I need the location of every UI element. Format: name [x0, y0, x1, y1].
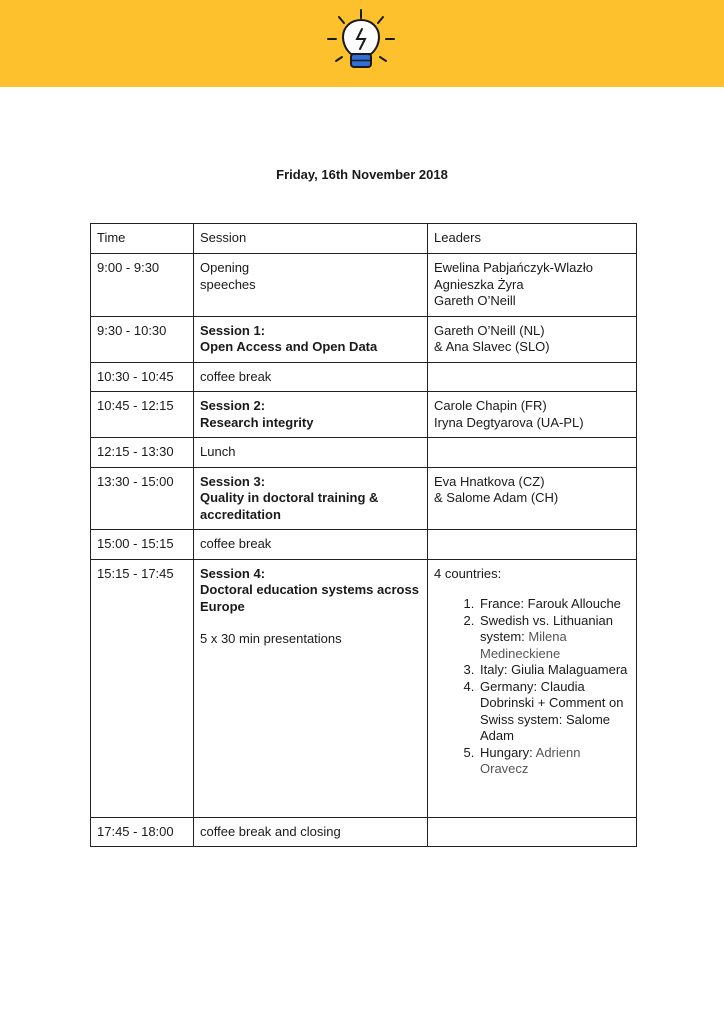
time-cell: 13:30 - 15:00: [91, 467, 194, 530]
leader-name: Gareth O’Neill: [434, 293, 516, 308]
time-cell: 15:15 - 17:45: [91, 559, 194, 817]
table-row: [91, 392, 637, 438]
page-title: Friday, 16th November 2018: [276, 167, 448, 182]
table-row: [91, 438, 637, 468]
lightbulb-icon: [323, 7, 399, 77]
leaders-cell: [428, 254, 637, 317]
leader-name: Iryna Degtyarova (UA-PL): [434, 414, 584, 430]
list-item: 2. Swedish vs. Lithuanian system: Milena Medineckiene: [478, 613, 629, 663]
leader-name: & Salome Adam (CH): [434, 490, 559, 505]
leader-name: Ewelina Pabjańczyk-Wlazło: [434, 260, 593, 275]
time-cell: 17:45 - 18:00: [91, 817, 194, 847]
table-row: [91, 254, 637, 317]
leader-name: Agnieszka Żyra: [434, 276, 524, 292]
leaders-intro: 4 countries:: [434, 565, 502, 581]
session-cell: Lunch: [194, 438, 428, 468]
time-cell: 9:30 - 10:30: [91, 316, 194, 362]
list-item: 1. France: Farouk Allouche: [478, 596, 629, 613]
session-note: 5 x 30 min presentations: [200, 631, 342, 646]
session-cell: coffee break: [194, 362, 428, 392]
leaders-cell: [428, 362, 637, 392]
column-header-session: Session: [194, 224, 428, 254]
session-text: Opening: [200, 260, 250, 275]
session-title: Quality in doctoral training & accreditation: [200, 490, 379, 522]
session-title: Session 3:: [200, 473, 266, 489]
leader-name: Eva Hnatkova (CZ): [434, 473, 545, 489]
session-title: Session 4:: [200, 565, 266, 581]
list-item: 5. Hungary: Adrienn Oravecz: [478, 745, 629, 778]
column-header-leaders: Leaders: [428, 224, 637, 254]
leaders-cell: [428, 467, 637, 530]
table-row: [91, 817, 637, 847]
list-item: 3. Italy: Giulia Malaguamera: [478, 662, 629, 679]
table-row: [91, 316, 637, 362]
session-cell: [194, 392, 428, 438]
leader-name: Carole Chapin (FR): [434, 398, 547, 413]
session-cell: [194, 316, 428, 362]
table-row: [91, 559, 637, 817]
table-header-row: [91, 224, 637, 254]
table-row: [91, 467, 637, 530]
leaders-cell: [428, 559, 637, 817]
session-text: speeches: [200, 276, 256, 292]
leaders-cell: [428, 817, 637, 847]
session-title: Doctoral education systems across Europe: [200, 582, 419, 614]
leader-name: & Ana Slavec (SLO): [434, 339, 550, 354]
leaders-cell: [428, 392, 637, 438]
column-header-time: Time: [91, 224, 194, 254]
time-cell: 10:30 - 10:45: [91, 362, 194, 392]
session-cell: [194, 254, 428, 317]
list-item: 4. Germany: Claudia Dobrinski + Comment on Swiss system: Salome Adam: [478, 679, 629, 745]
schedule-table: [90, 223, 637, 847]
session-cell: [194, 559, 428, 817]
table-row: [91, 362, 637, 392]
leader-name: Gareth O’Neill (NL): [434, 322, 545, 338]
leaders-cell: [428, 316, 637, 362]
countries-list: [434, 596, 629, 778]
leaders-cell: [428, 438, 637, 468]
leaders-cell: [428, 530, 637, 560]
session-title: Research integrity: [200, 414, 314, 430]
session-title: Session 2:: [200, 398, 266, 413]
time-cell: 15:00 - 15:15: [91, 530, 194, 560]
time-cell: 9:00 - 9:30: [91, 254, 194, 317]
time-cell: 12:15 - 13:30: [91, 438, 194, 468]
session-cell: [194, 467, 428, 530]
table-row: [91, 530, 637, 560]
session-cell: coffee break and closing: [194, 817, 428, 847]
session-title: Session 1:: [200, 322, 266, 338]
session-cell: coffee break: [194, 530, 428, 560]
session-title: Open Access and Open Data: [200, 339, 378, 354]
time-cell: 10:45 - 12:15: [91, 392, 194, 438]
